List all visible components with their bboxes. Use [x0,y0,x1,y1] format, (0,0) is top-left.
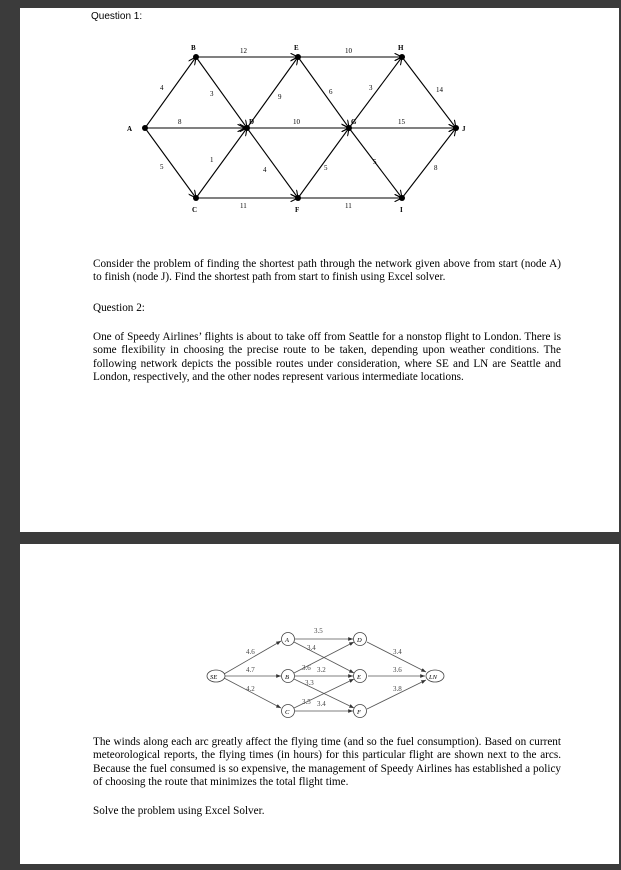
weight-C-F: 11 [240,202,247,210]
weight-C-F: 3.4 [317,700,326,708]
node-label-B: B [285,674,289,681]
question-2-instruction: Solve the problem using Excel Solver. [93,805,265,817]
node-label-H: H [398,44,404,52]
weight-B-D: 3 [210,90,214,98]
edge-D-E [247,57,298,128]
weight-G-H: 3 [369,84,373,92]
edge-H-J [402,57,456,128]
weight-A-D: 8 [178,118,182,126]
arc-SE-C [224,678,281,708]
node-label-B: B [191,44,196,52]
question-2-details-text: The winds along each arc greatly affect the flying time (and so the fuel consumption). Based on current meteorological reports, the flying times (in hours) for this particular flight are shown next to the arcs. Because the fuel consumed is so expensive, the management of Speedy Airlines has established a policy of choosing the route that minimizes the total flight time. [93,736,561,789]
node-E [295,54,301,60]
weight-F-LN: 3.8 [393,685,402,693]
node-label-A: A [127,125,133,133]
node-label-SE: SE [210,674,218,681]
node-I [399,195,405,201]
node-label-E: E [294,44,299,52]
node-F [295,195,301,201]
weight-C-E: 3.5 [302,698,311,706]
weight-A-B: 4 [160,84,164,92]
weight-D-LN: 3.4 [393,648,402,656]
document-page-2 [20,544,619,864]
weight-A-C: 5 [160,163,164,171]
question-2-intro-text: One of Speedy Airlines’ flights is about to take off from Seattle for a nonstop flight to London. There is some flexibility in choosing the precise route to be taken, depending upon weather conditions. The following network depicts the possible routes under consideration, where SE and LN are Seattle and London, respectively, and the other nodes represent various intermediate locations. [93,331,561,384]
node-label-F: F [295,206,300,214]
node-label-A: A [285,637,289,644]
weight-D-E: 9 [278,93,282,101]
node-A [142,125,148,131]
weight-B-D: 3.6 [302,664,311,672]
window-top-bar [0,0,621,8]
weight-B-F: 3.3 [305,679,314,687]
node-C [193,195,199,201]
node-label-D: D [357,637,362,644]
node-label-G: G [351,118,357,126]
edge-E-G [298,57,349,128]
shortest-path-network-diagram [20,40,619,220]
node-label-C: C [285,709,290,716]
edge-I-J [402,128,456,198]
node-label-E: E [357,674,361,681]
weight-B-E: 3.2 [317,666,326,674]
node-label-F: F [357,709,361,716]
weight-C-D: 1 [210,156,214,164]
weight-E-G: 6 [329,88,333,96]
edge-B-D [196,57,247,128]
question-1-text: Consider the problem of finding the shortest path through the network given above from start (node A) to finish (node J). Find the shortest path from start to finish using Excel solver. [93,258,561,284]
question-2-heading: Question 2: [93,302,145,314]
weight-A-E: 3.4 [307,644,316,652]
weight-B-E: 12 [240,47,247,55]
flight-route-network-diagram [20,544,619,724]
edge-D-F [247,128,298,198]
weight-H-J: 14 [436,86,443,94]
node-label-C: C [192,206,198,214]
edge-C-D [196,128,247,198]
node-label-J: J [462,125,466,133]
weight-A-D: 3.5 [314,627,323,635]
node-B [193,54,199,60]
question-1-heading: Question 1: [91,11,143,22]
weight-G-J: 15 [398,118,405,126]
edge-A-B [145,57,196,128]
node-label-I: I [400,206,403,214]
weight-D-G: 10 [293,118,300,126]
weight-I-J: 8 [434,164,438,172]
weight-E-H: 10 [345,47,352,55]
node-H [399,54,405,60]
node-label-LN: LN [429,674,437,681]
weight-E-LN: 3.6 [393,666,402,674]
document-page-1 [20,8,619,532]
weight-SE-B: 4.7 [246,666,255,674]
weight-D-F: 4 [263,166,267,174]
weight-F-G: 5 [324,164,328,172]
weight-G-I: 5 [373,158,377,166]
weight-SE-C: 4.2 [246,685,255,693]
edge-G-H [349,57,402,128]
weight-F-I: 11 [345,202,352,210]
edge-A-C [145,128,196,198]
weight-SE-A: 4.6 [246,648,255,656]
edge-F-G [298,128,349,198]
node-label-D: D [249,118,255,126]
node-J [453,125,459,131]
